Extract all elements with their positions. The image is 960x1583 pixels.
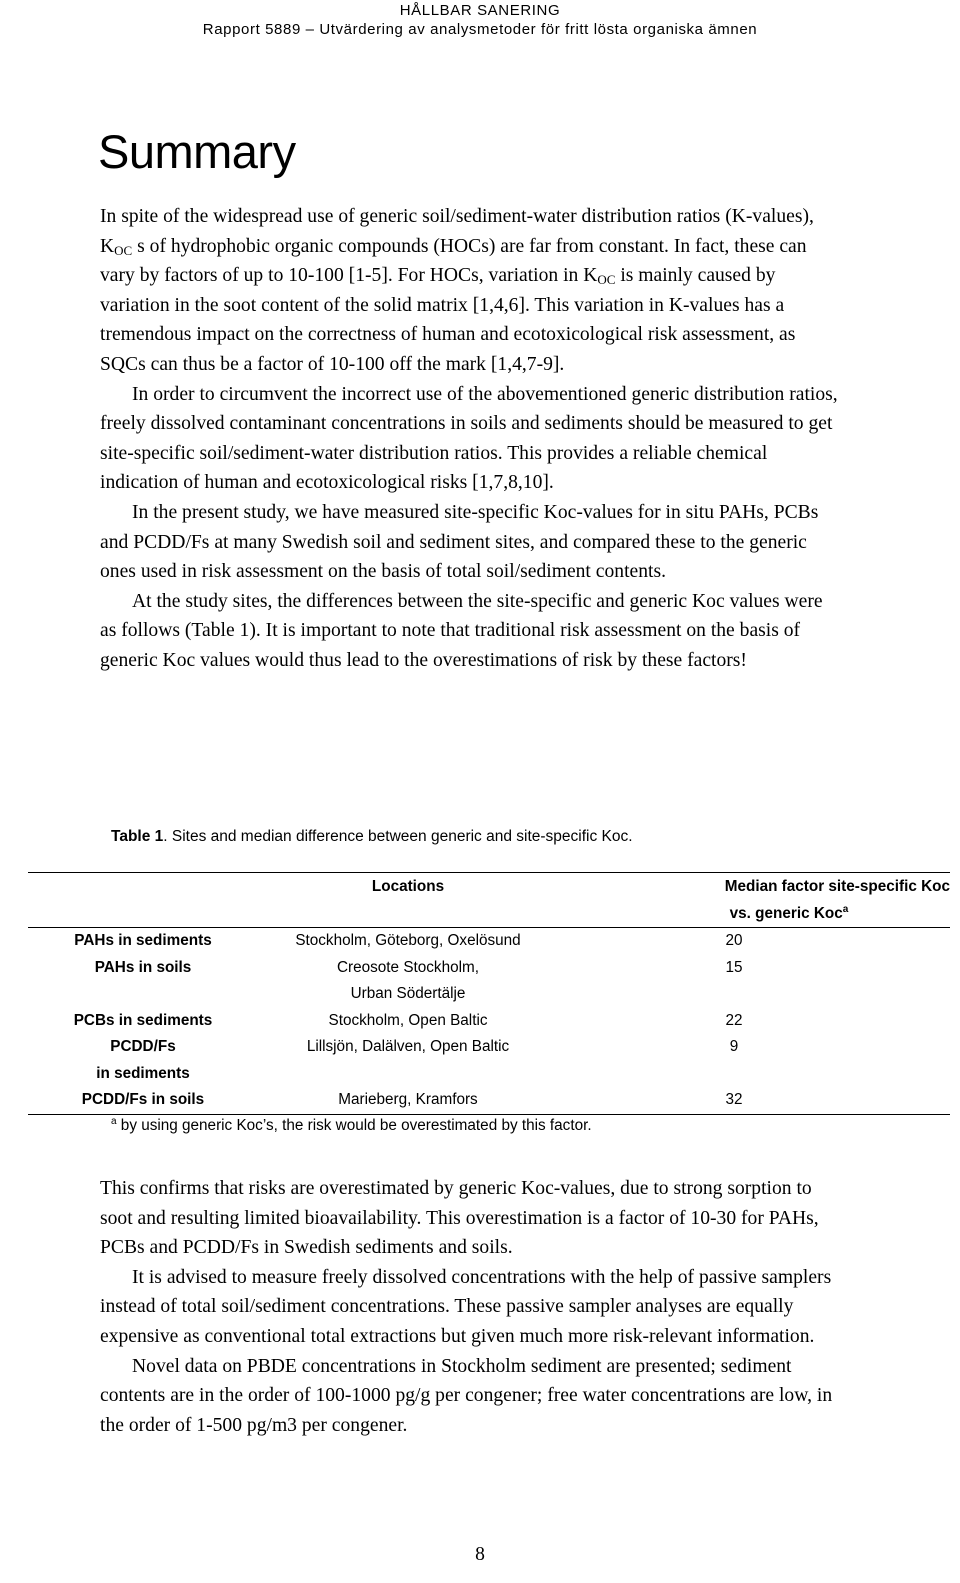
- header-series-title: HÅLLBAR SANERING: [399, 2, 561, 19]
- row-locations: [258, 1008, 558, 1035]
- table-header-row: [28, 873, 950, 928]
- row-factor: 20: [725, 932, 743, 949]
- summary-text-top: [100, 202, 842, 676]
- table-body: [28, 928, 950, 1115]
- row-label: [28, 1008, 258, 1035]
- koc-table: [28, 872, 950, 1115]
- row-factor: 32: [725, 1091, 743, 1108]
- header-locations: Locations: [371, 878, 445, 895]
- row-factor: 9: [729, 1038, 739, 1055]
- paragraph-1: In spite of the widespread use of generic soil/sediment-water distribution ratios (K-values), $K_{OC}$ s of hydrophobic organic compounds (HOCs) are far from constant. In fact, these can vary by factors of up to 10-100 [1-5]. For HOCs, variation in $K_{OC}$ is mainly caused by variation in the soot content of the solid matrix [1,4,6]. This variation in K-values has a tremendous impact on the correctness of human and ecotoxicological risk assessment, as SQCs can thus be a factor of 10-100 off the mark [1,4,7-9].: [100, 206, 814, 375]
- table-row: [28, 928, 950, 955]
- table-row: [28, 1087, 950, 1114]
- row-locations-line: Stockholm, Open Baltic: [328, 1011, 488, 1029]
- row-locations-line: Stockholm, Göteborg, Oxelösund: [295, 932, 521, 949]
- table-row: [28, 955, 950, 1008]
- paragraph-5: This confirms that risks are overestimated by generic Koc-values, due to strong sorption to soot and resulting limited bioavailability. This overestimation is a factor of 10-30 for PAHs, PCBs and PCDD/Fs in Swedish sediments and soils.: [100, 1178, 819, 1259]
- row-locations: [258, 1034, 558, 1087]
- row-label: [28, 928, 258, 955]
- row-locations: [258, 955, 558, 1008]
- header-empty: [28, 873, 258, 928]
- header-median-factor: Median factor site-specific Koc vs. generic Koc$^a$: [724, 878, 950, 922]
- row-factor: 15: [725, 958, 743, 976]
- row-label-line: PCDD/Fs: [110, 1038, 176, 1055]
- paragraph-4: At the study sites, the differences between the site-specific and generic Koc values were as follows (Table 1). It is important to note that traditional risk assessment on the basis of generic Koc values would thus lead to the overestimations of risk by these factors!: [100, 590, 823, 671]
- paragraph-7: Novel data on PBDE concentrations in Stockholm sediment are presented; sediment contents are in the order of 100-1000 pg/g per congener; free water concentrations are low, in the order of 1-500 pg/m3 per congener.: [100, 1355, 833, 1436]
- table-row: [28, 1034, 950, 1087]
- row-locations-line: Creosote Stockholm,: [337, 958, 479, 976]
- table-row: [28, 1008, 950, 1035]
- paragraph-6: It is advised to measure freely dissolved concentrations with the help of passive samplers instead of total soil/sediment concentrations. These passive sampler analyses are equally expensive as conventional total extractions but given much more risk-relevant information.: [100, 1266, 832, 1347]
- row-locations-line: Urban Södertälje: [350, 985, 466, 1002]
- paragraph-3: In the present study, we have measured site-specific Koc-values for in situ PAHs, PCBs and PCDD/Fs at many Swedish soil and sediment sites, and compared these to the generic ones used in risk assessment on the basis of total soil/sediment contents.: [100, 501, 819, 583]
- row-locations-line: Lillsjön, Dalälven, Open Baltic: [306, 1038, 510, 1055]
- paragraph-2: In order to circumvent the incorrect use of the abovementioned generic distribution ratios, freely dissolved contaminant concentrations in soils and sediments should be measured to get site-specific soil/sediment-water distribution ratios. This provides a reliable chemical indication of human and ecotoxicological risks [1,7,8,10].: [100, 383, 838, 494]
- row-label: [28, 1087, 258, 1114]
- row-locations-line: Marieberg, Kramfors: [338, 1091, 478, 1108]
- row-label-line: PAHs in soils: [94, 958, 192, 976]
- row-label: [28, 1034, 258, 1087]
- row-label-line: PAHs in sediments: [74, 932, 212, 949]
- table-footnote: $^a$ by using generic Koc’s, the risk would be overestimated by this factor.: [111, 1116, 592, 1134]
- page-number: 8: [475, 1544, 485, 1565]
- row-label-line: PCBs in sediments: [73, 1011, 213, 1029]
- table-caption: Table 1. Sites and median difference between generic and site-specific Koc.: [111, 828, 633, 845]
- row-locations: [258, 928, 558, 955]
- row-label-line: PCDD/Fs in soils: [81, 1091, 205, 1108]
- header-report-title: Rapport 5889 – Utvärdering av analysmetoder för fritt lösta organiska ämnen: [202, 21, 758, 38]
- summary-text-bottom: [100, 1174, 842, 1440]
- row-label-line: in sediments: [96, 1064, 190, 1082]
- row-factor: 22: [725, 1011, 743, 1029]
- page-title: Summary: [98, 125, 296, 178]
- row-locations: [258, 1087, 558, 1114]
- running-header: [0, 0, 960, 39]
- row-label: [28, 955, 258, 1008]
